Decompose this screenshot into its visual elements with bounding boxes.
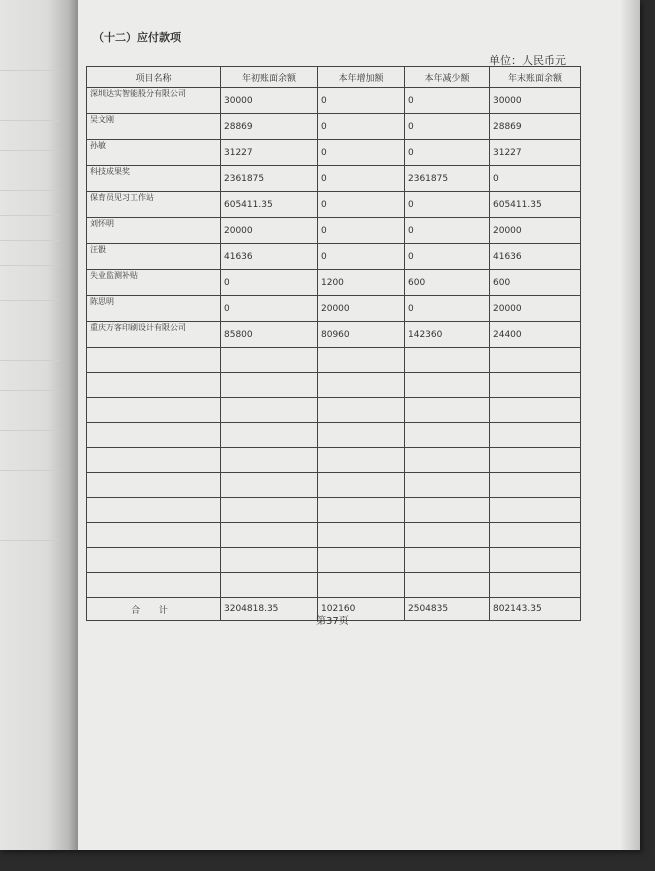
empty-table-row — [87, 448, 581, 473]
cell-closing-balance: 0 — [490, 166, 581, 192]
cell-closing-balance: 20000 — [490, 296, 581, 322]
table-row — [87, 114, 581, 140]
section-title: （十二）应付款项 — [93, 31, 181, 44]
cell-increase: 0 — [318, 244, 405, 270]
cell-increase: 0 — [318, 166, 405, 192]
cell-item-name: 保育员见习工作站 — [87, 192, 221, 218]
gutter-rule — [0, 70, 60, 71]
cell-increase: 20000 — [318, 296, 405, 322]
empty-table-row — [87, 398, 581, 423]
gutter-rule — [0, 215, 60, 216]
table-row — [87, 270, 581, 296]
cell-closing-balance: 24400 — [490, 322, 581, 348]
cell-closing-balance: 41636 — [490, 244, 581, 270]
gutter-rule — [0, 265, 60, 266]
currency-unit-label: 单位：人民币元 — [489, 54, 566, 67]
table-header-row — [87, 67, 581, 88]
cell-closing-balance: 30000 — [490, 88, 581, 114]
gutter-rule — [0, 190, 60, 191]
cell-item-name: 失业监测补贴 — [87, 270, 221, 296]
page-gutter — [0, 0, 78, 850]
cell-item-name: 陈思明 — [87, 296, 221, 322]
gutter-rule — [0, 430, 60, 431]
table-row — [87, 166, 581, 192]
gutter-rule — [0, 120, 60, 121]
cell-decrease: 0 — [405, 244, 490, 270]
cell-closing-balance: 605411.35 — [490, 192, 581, 218]
cell-closing-balance: 28869 — [490, 114, 581, 140]
cell-decrease: 0 — [405, 140, 490, 166]
cell-total-closing-balance: 802143.35 — [490, 598, 581, 621]
cell-opening-balance: 41636 — [221, 244, 318, 270]
cell-decrease: 600 — [405, 270, 490, 296]
table-row — [87, 192, 581, 218]
cell-decrease: 0 — [405, 192, 490, 218]
column-header-item-name: 项目名称 — [87, 67, 221, 88]
cell-decrease: 0 — [405, 218, 490, 244]
cell-opening-balance: 85800 — [221, 322, 318, 348]
cell-total-label: 合 计 — [87, 598, 221, 621]
cell-increase: 0 — [318, 114, 405, 140]
cell-increase: 80960 — [318, 322, 405, 348]
cell-total-increase: 102160 — [318, 598, 405, 621]
gutter-rule — [0, 240, 60, 241]
gutter-rule — [0, 470, 60, 471]
column-header-opening-balance: 年初账面余额 — [221, 67, 318, 88]
table-row — [87, 218, 581, 244]
cell-opening-balance: 30000 — [221, 88, 318, 114]
cell-decrease: 0 — [405, 296, 490, 322]
cell-decrease: 0 — [405, 88, 490, 114]
cell-opening-balance: 0 — [221, 270, 318, 296]
cell-opening-balance: 20000 — [221, 218, 318, 244]
column-header-increase: 本年增加额 — [318, 67, 405, 88]
cell-total-decrease: 2504835 — [405, 598, 490, 621]
empty-table-row — [87, 348, 581, 373]
cell-decrease: 142360 — [405, 322, 490, 348]
accounts-payable-table — [86, 66, 581, 621]
table-row — [87, 296, 581, 322]
cell-decrease: 0 — [405, 114, 490, 140]
cell-item-name: 深圳达实智能股分有限公司 — [87, 88, 221, 114]
cell-closing-balance: 600 — [490, 270, 581, 296]
cell-item-name: 汪骰 — [87, 244, 221, 270]
gutter-rule — [0, 360, 60, 361]
cell-item-name: 科技成果奖 — [87, 166, 221, 192]
cell-item-name: 孙敏 — [87, 140, 221, 166]
empty-table-row — [87, 548, 581, 573]
cell-item-name: 吴文刚 — [87, 114, 221, 140]
table-row — [87, 322, 581, 348]
column-header-decrease: 本年减少额 — [405, 67, 490, 88]
empty-table-row — [87, 373, 581, 398]
gutter-rule — [0, 540, 60, 541]
table-row — [87, 244, 581, 270]
empty-table-row — [87, 498, 581, 523]
cell-increase: 0 — [318, 140, 405, 166]
gutter-rule — [0, 300, 60, 301]
empty-table-row — [87, 423, 581, 448]
cell-opening-balance: 0 — [221, 296, 318, 322]
cell-increase: 0 — [318, 88, 405, 114]
cell-item-name: 刘怀明 — [87, 218, 221, 244]
cell-opening-balance: 605411.35 — [221, 192, 318, 218]
cell-total-opening-balance: 3204818.35 — [221, 598, 318, 621]
cell-opening-balance: 28869 — [221, 114, 318, 140]
cell-opening-balance: 2361875 — [221, 166, 318, 192]
cell-increase: 1200 — [318, 270, 405, 296]
gutter-rule — [0, 390, 60, 391]
cell-item-name: 重庆万客印刷设计有限公司 — [87, 322, 221, 348]
table-row — [87, 88, 581, 114]
empty-table-row — [87, 573, 581, 598]
cell-closing-balance: 20000 — [490, 218, 581, 244]
cell-decrease: 2361875 — [405, 166, 490, 192]
column-header-closing-balance: 年末账面余额 — [490, 67, 581, 88]
cell-increase: 0 — [318, 218, 405, 244]
empty-table-row — [87, 473, 581, 498]
empty-table-row — [87, 523, 581, 548]
cell-opening-balance: 31227 — [221, 140, 318, 166]
gutter-rule — [0, 150, 60, 151]
table-row — [87, 140, 581, 166]
cell-closing-balance: 31227 — [490, 140, 581, 166]
cell-increase: 0 — [318, 192, 405, 218]
page-number: 第37页 — [316, 616, 349, 627]
